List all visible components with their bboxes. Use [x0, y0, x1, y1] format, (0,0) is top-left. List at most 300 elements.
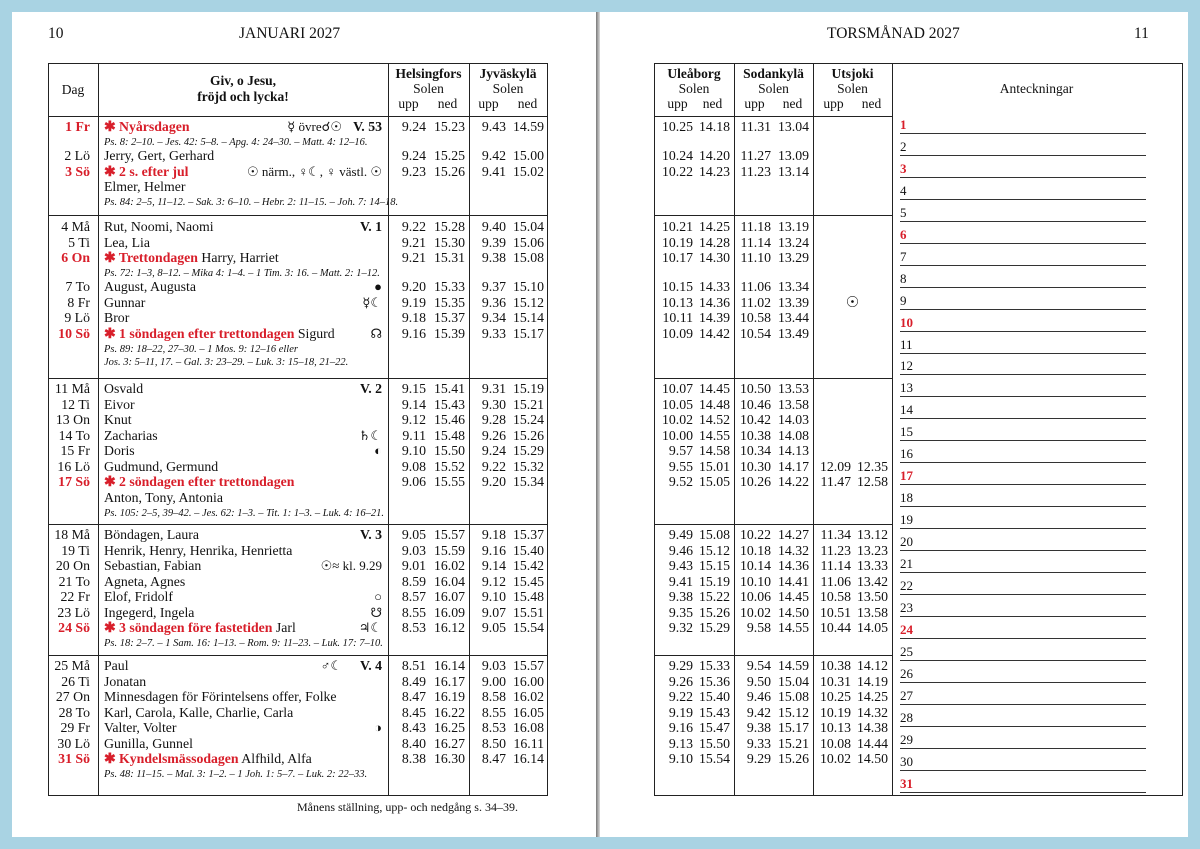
note-writing-line[interactable]: [900, 287, 1146, 288]
sunrise-uleaborg: 9.10: [668, 751, 693, 766]
sunset-uleaborg: 14.58: [698, 443, 730, 458]
names: Gunnar: [104, 294, 146, 310]
sunset-utsjoki: 14.50: [856, 751, 888, 766]
sunrise-utsjoki: 10.19: [819, 704, 851, 720]
names: Alfhild, Alfa: [238, 751, 312, 766]
sunset-uleaborg: 14.18: [698, 119, 730, 134]
day-label: 15 Fr: [60, 443, 90, 458]
sunrise-jyvaskyla: 9.38: [481, 250, 506, 265]
sunrise-helsingfors: 9.10: [401, 443, 426, 458]
name-day-names: [104, 674, 146, 690]
sunrise-uleaborg: 9.16: [668, 720, 693, 735]
sunrise-helsingfors: 9.01: [401, 558, 426, 573]
sunset-uleaborg: 14.55: [698, 427, 730, 443]
sunset-sodankyla: 13.39: [777, 294, 809, 310]
astronomy-icon: ◐: [374, 443, 382, 458]
sunset-uleaborg: 14.45: [698, 381, 730, 396]
sunrise-utsjoki: 10.13: [819, 720, 851, 735]
sunset-sodankyla: 13.29: [777, 250, 809, 265]
sunrise-uleaborg: 9.32: [668, 620, 693, 635]
note-writing-line[interactable]: [900, 462, 1146, 463]
sunset-sodankyla: 14.55: [777, 620, 809, 635]
sunrise-sodankyla: 9.42: [746, 704, 771, 720]
sunrise-utsjoki: 12.09: [819, 458, 851, 474]
sunset-helsingfors: 16.25: [433, 720, 465, 735]
note-day-number: 15: [900, 424, 913, 440]
sunrise-sodankyla: 10.14: [739, 558, 771, 573]
sunset-sodankyla: 13.53: [777, 381, 809, 396]
sunset-sodankyla: 15.08: [777, 689, 809, 704]
note-writing-line[interactable]: [900, 594, 1146, 595]
sunrise-sodankyla: 9.54: [746, 658, 771, 673]
note-writing-line[interactable]: [900, 155, 1146, 156]
name-day-names: [104, 574, 185, 590]
sunset-jyvaskyla: 15.14: [512, 310, 544, 325]
names: Jonatan: [104, 673, 147, 689]
sunset-jyvaskyla: 15.57: [512, 658, 544, 673]
name-day-names: [104, 751, 312, 767]
sunset-utsjoki: 13.50: [856, 589, 888, 604]
sunset-helsingfors: 16.27: [433, 735, 465, 751]
note-day-number: 10: [900, 314, 913, 330]
sunset-sodankyla: 14.32: [777, 542, 809, 558]
sunset-sodankyla: 15.12: [777, 704, 809, 720]
sunset-sodankyla: 14.59: [777, 658, 809, 673]
note-day-number: 13: [900, 380, 913, 396]
sunrise-sodankyla: 11.23: [740, 163, 771, 179]
names: Rut, Noomi, Naomi: [104, 219, 214, 234]
astronomy-icon: ☉ närm., ♀☾, ♀ västl. ☉: [247, 163, 382, 179]
sunset-sodankyla: 13.04: [777, 119, 809, 134]
sunset-uleaborg: 15.15: [698, 558, 730, 573]
sunset-helsingfors: 15.41: [433, 381, 465, 396]
day-label: 17 Sö: [58, 474, 90, 489]
sunrise-sodankyla: 10.34: [739, 443, 771, 458]
sunset-helsingfors: 16.22: [433, 704, 465, 720]
holiday-name: ✱ 2 söndagen efter trettondagen: [104, 474, 295, 489]
sunset-utsjoki: 14.25: [856, 689, 888, 704]
sunset-jyvaskyla: 16.02: [512, 689, 544, 704]
name-day-names: [104, 658, 129, 674]
sunrise-jyvaskyla: 8.58: [481, 689, 506, 704]
sunset-sodankyla: 14.17: [777, 458, 809, 474]
day-label: 16 Lö: [57, 458, 90, 474]
sunrise-helsingfors: 9.06: [401, 474, 426, 489]
name-day-names: [104, 279, 196, 295]
sunset-utsjoki: 14.32: [856, 704, 888, 720]
sunset-utsjoki: 13.33: [856, 558, 888, 573]
sunset-jyvaskyla: 15.51: [512, 604, 544, 620]
sunset-utsjoki: 13.23: [856, 542, 888, 558]
sunset-helsingfors: 15.48: [433, 427, 465, 443]
sunset-helsingfors: 15.35: [433, 294, 465, 310]
note-day-number: 9: [900, 292, 907, 308]
note-writing-line[interactable]: [900, 528, 1146, 529]
sunrise-sodankyla: 9.46: [746, 689, 771, 704]
sunrise-sodankyla: 10.42: [739, 412, 771, 427]
sunset-uleaborg: 15.47: [698, 720, 730, 735]
sunrise-jyvaskyla: 9.43: [481, 119, 506, 134]
upp-label: upp: [478, 96, 499, 111]
week-number: V. 53: [353, 119, 382, 134]
sunset-sodankyla: 13.24: [777, 234, 809, 250]
sunrise-jyvaskyla: 9.28: [481, 412, 506, 427]
names: Gunilla, Gunnel: [104, 735, 193, 751]
sunrise-uleaborg: 9.13: [668, 735, 693, 751]
sunset-helsingfors: 15.57: [433, 527, 465, 542]
note-writing-line[interactable]: [900, 660, 1146, 661]
note-day-number: 16: [900, 446, 913, 462]
sunrise-sodankyla: 10.22: [739, 527, 771, 542]
sunset-jyvaskyla: 15.37: [512, 527, 544, 542]
day-label: 2 Lö: [64, 148, 90, 163]
holiday-name: ✱ 2 s. efter jul: [104, 163, 189, 179]
note-writing-line[interactable]: [900, 353, 1146, 354]
sunrise-uleaborg: 9.35: [668, 604, 693, 620]
sunrise-uleaborg: 10.13: [661, 294, 693, 310]
sunset-uleaborg: 15.33: [698, 658, 730, 673]
name-day-names: [104, 543, 292, 559]
sunset-jyvaskyla: 15.45: [512, 573, 544, 589]
sunset-helsingfors: 15.39: [433, 325, 465, 341]
astronomy-icon: ○: [374, 589, 382, 604]
sunset-helsingfors: 15.55: [433, 474, 465, 489]
solen-label: Solen: [492, 81, 524, 96]
day-label: 27 On: [55, 689, 90, 704]
sunrise-jyvaskyla: 8.47: [481, 751, 506, 766]
sunrise-helsingfors: 9.23: [401, 163, 426, 179]
names: Elof, Fridolf: [104, 589, 173, 604]
sunset-helsingfors: 16.30: [433, 751, 465, 766]
sunrise-jyvaskyla: 9.34: [481, 310, 506, 325]
sunset-utsjoki: 13.58: [856, 604, 888, 620]
divider: [654, 378, 893, 379]
right-page-number: 11: [1134, 25, 1149, 42]
sunrise-jyvaskyla: 9.42: [481, 148, 506, 163]
note-writing-line[interactable]: [900, 396, 1146, 397]
note-writing-line[interactable]: [900, 221, 1146, 222]
name-day-names: [104, 310, 129, 326]
sunrise-utsjoki: 10.51: [819, 604, 851, 620]
sunrise-helsingfors: 9.18: [401, 310, 426, 325]
note-day-number: 23: [900, 599, 913, 615]
note-writing-line[interactable]: [900, 792, 1146, 793]
sunset-jyvaskyla: 16.08: [512, 720, 544, 735]
sunset-helsingfors: 16.02: [433, 558, 465, 573]
sunset-jyvaskyla: 15.04: [512, 219, 544, 234]
sunrise-utsjoki: 10.08: [819, 735, 851, 751]
names: Harry, Harriet: [197, 250, 279, 265]
sunset-uleaborg: 14.48: [698, 396, 730, 412]
note-writing-line[interactable]: [900, 418, 1146, 419]
sunrise-sodankyla: 9.58: [746, 620, 771, 635]
sunrise-jyvaskyla: 9.10: [481, 589, 506, 604]
sunrise-utsjoki: 11.06: [820, 573, 851, 589]
ned-label: ned: [437, 96, 458, 111]
sunset-sodankyla: 15.21: [777, 735, 809, 751]
sunset-jyvaskyla: 16.11: [513, 735, 544, 751]
sunrise-sodankyla: 11.02: [740, 294, 771, 310]
sunrise-helsingfors: 9.24: [401, 119, 426, 134]
sunset-uleaborg: 15.26: [698, 604, 730, 620]
sunrise-sodankyla: 11.06: [740, 279, 771, 294]
sunrise-helsingfors: 9.12: [401, 412, 426, 427]
sunrise-sodankyla: 10.38: [739, 427, 771, 443]
sunset-helsingfors: 15.26: [433, 163, 465, 179]
day-label: 13 On: [55, 412, 90, 427]
solen-label: Solen: [758, 81, 789, 96]
note-writing-line[interactable]: [900, 638, 1146, 639]
sunrise-sodankyla: 11.18: [740, 219, 771, 234]
sunrise-sodankyla: 11.10: [740, 250, 771, 265]
divider: [892, 64, 893, 795]
sunrise-sodankyla: 10.02: [739, 604, 771, 620]
sunset-uleaborg: 14.23: [698, 163, 730, 179]
sunset-sodankyla: 13.09: [777, 148, 809, 163]
sunset-helsingfors: 16.14: [433, 658, 465, 673]
names: Knut: [104, 412, 132, 427]
note-writing-line[interactable]: [900, 374, 1146, 375]
day-label: 11 Må: [54, 381, 90, 396]
name-day-names: [104, 736, 193, 752]
sunset-uleaborg: 15.05: [698, 474, 730, 489]
divider: [654, 524, 893, 525]
note-writing-line[interactable]: [900, 770, 1146, 771]
sunset-jyvaskyla: 15.02: [512, 163, 544, 179]
note-writing-line[interactable]: [900, 177, 1146, 178]
sunset-sodankyla: 13.19: [777, 219, 809, 234]
names: Minnesdagen för Förintelsens offer, Folke: [104, 689, 337, 704]
notes-header: Anteckningar: [999, 81, 1074, 96]
sunset-jyvaskyla: 15.32: [512, 458, 544, 474]
divider: [48, 524, 547, 525]
sunrise-jyvaskyla: 8.55: [481, 704, 506, 720]
sunrise-sodankyla: 10.50: [739, 381, 771, 396]
note-day-number: 2: [900, 138, 907, 154]
sunrise-utsjoki: 11.14: [820, 558, 851, 573]
midnight-sun-icon: ☉: [845, 295, 860, 311]
sunset-helsingfors: 15.23: [433, 119, 465, 134]
day-label: 1 Fr: [65, 119, 90, 134]
sunset-uleaborg: 15.12: [698, 542, 730, 558]
sunrise-jyvaskyla: 9.20: [481, 474, 506, 489]
sunset-utsjoki: 14.12: [856, 658, 888, 673]
sunset-helsingfors: 16.09: [433, 604, 465, 620]
sunset-jyvaskyla: 15.12: [512, 294, 544, 310]
holiday-name: ✱ Trettondagen: [104, 250, 198, 265]
day-label: 4 Må: [61, 219, 90, 234]
moon-footnote: Månens ställning, upp- och nedgång s. 34–39.: [297, 800, 518, 814]
note-writing-line[interactable]: [900, 309, 1146, 310]
holiday-name: ✱ 1 söndagen efter trettondagen: [104, 325, 295, 341]
note-writing-line[interactable]: [900, 440, 1146, 441]
sunset-uleaborg: 15.43: [698, 704, 730, 720]
note-writing-line[interactable]: [900, 199, 1146, 200]
sunset-uleaborg: 14.25: [698, 219, 730, 234]
note-day-number: 12: [900, 358, 913, 374]
sunrise-jyvaskyla: 8.53: [481, 720, 506, 735]
sunrise-sodankyla: 10.30: [739, 458, 771, 474]
sunset-utsjoki: 14.38: [856, 720, 888, 735]
week-number: V. 2: [360, 381, 382, 396]
sunrise-helsingfors: 8.45: [401, 704, 426, 720]
sunrise-sodankyla: 9.29: [746, 751, 771, 766]
sunrise-helsingfors: 9.19: [401, 294, 426, 310]
name-day-names: [104, 605, 194, 621]
note-day-number: 26: [900, 665, 913, 681]
note-day-number: 6: [900, 226, 907, 242]
note-writing-line[interactable]: [900, 484, 1146, 485]
sunrise-uleaborg: 10.19: [661, 234, 693, 250]
sunrise-utsjoki: 10.58: [819, 589, 851, 604]
city-jyvaskyla: Jyväskylä: [479, 66, 537, 81]
left-page-number: 10: [48, 25, 64, 42]
sunrise-jyvaskyla: 9.30: [481, 396, 506, 412]
sunrise-helsingfors: 8.47: [401, 689, 426, 704]
note-day-number: 27: [900, 687, 913, 703]
sunset-uleaborg: 15.19: [698, 573, 730, 589]
day-label: 20 On: [55, 558, 90, 573]
sunrise-jyvaskyla: 9.36: [481, 294, 506, 310]
sunrise-sodankyla: 9.50: [746, 673, 771, 689]
sunset-jyvaskyla: 16.00: [512, 673, 544, 689]
name-day-names: Anton, Tony, Antonia: [104, 489, 223, 505]
note-writing-line[interactable]: [900, 682, 1146, 683]
sunrise-utsjoki: 10.02: [819, 751, 851, 766]
sunset-sodankyla: 14.22: [777, 474, 809, 489]
divider: [388, 64, 389, 795]
note-writing-line[interactable]: [900, 704, 1146, 705]
sunrise-jyvaskyla: 9.39: [481, 234, 506, 250]
name-day-names: [104, 705, 293, 721]
sunrise-jyvaskyla: 9.40: [481, 219, 506, 234]
note-writing-line[interactable]: [900, 265, 1146, 266]
note-day-number: 18: [900, 490, 913, 506]
names: Sebastian, Fabian: [104, 558, 202, 573]
sunset-utsjoki: 14.05: [856, 620, 888, 635]
sunset-jyvaskyla: 15.06: [512, 234, 544, 250]
scripture-reading: Ps. 84: 2–5, 11–12. – Sak. 3: 6–10. – Hebr. 2: 11–15. – Joh. 7: 14–18.: [104, 197, 399, 208]
sunrise-sodankyla: 10.10: [739, 573, 771, 589]
divider: [48, 655, 547, 656]
divider: [48, 215, 547, 216]
names: Doris: [104, 443, 135, 458]
upp-label: upp: [398, 96, 419, 111]
dag-header: Dag: [61, 82, 85, 97]
sunset-uleaborg: 15.50: [698, 735, 730, 751]
day-label: 9 Lö: [64, 310, 90, 325]
divider: [48, 378, 547, 379]
note-writing-line[interactable]: [900, 506, 1146, 507]
sunrise-uleaborg: 10.22: [661, 163, 693, 179]
sunrise-sodankyla: 10.46: [739, 396, 771, 412]
sunset-sodankyla: 14.13: [777, 443, 809, 458]
divider: [654, 215, 893, 216]
sunrise-jyvaskyla: 9.41: [481, 163, 506, 179]
sunset-sodankyla: 13.34: [777, 279, 809, 294]
day-label: 29 Fr: [60, 720, 90, 735]
divider: [654, 116, 893, 117]
sunset-helsingfors: 15.28: [433, 219, 465, 234]
sunrise-jyvaskyla: 9.05: [481, 620, 506, 635]
sunrise-helsingfors: 9.21: [401, 250, 426, 265]
note-writing-line[interactable]: [900, 133, 1146, 134]
sunset-sodankyla: 15.17: [777, 720, 809, 735]
astronomy-icon: ♄☾: [358, 427, 382, 443]
day-label: 7 To: [65, 279, 90, 294]
sunrise-sodankyla: 10.06: [739, 589, 771, 604]
sunset-jyvaskyla: 15.17: [512, 325, 544, 341]
sunset-jyvaskyla: 15.21: [512, 396, 544, 412]
astronomy-icon: ♂☾: [320, 658, 342, 673]
sunset-uleaborg: 15.22: [698, 589, 730, 604]
names: Karl, Carola, Kalle, Charlie, Carla: [104, 704, 294, 720]
note-writing-line[interactable]: [900, 331, 1146, 332]
sunset-helsingfors: 15.52: [433, 458, 465, 474]
sunrise-uleaborg: 9.49: [668, 527, 693, 542]
note-writing-line[interactable]: [900, 748, 1146, 749]
note-writing-line[interactable]: [900, 550, 1146, 551]
sunrise-uleaborg: 9.19: [668, 704, 693, 720]
sunset-helsingfors: 15.31: [433, 250, 465, 265]
astronomy-icon: ☿ övre☌☉: [287, 119, 342, 134]
sunset-helsingfors: 16.07: [433, 589, 465, 604]
note-writing-line[interactable]: [900, 572, 1146, 573]
sunrise-sodankyla: 10.54: [739, 325, 771, 341]
sunrise-helsingfors: 8.38: [401, 751, 426, 766]
sunrise-jyvaskyla: 9.16: [481, 542, 506, 558]
sunrise-uleaborg: 10.07: [661, 381, 693, 396]
name-day-names: [104, 164, 189, 180]
day-label: 18 Må: [54, 527, 90, 542]
names: Eivor: [104, 396, 135, 412]
day-label: 28 To: [58, 704, 90, 720]
ned-label: ned: [517, 96, 538, 111]
note-day-number: 31: [900, 775, 913, 791]
sunset-sodankyla: 15.04: [777, 673, 809, 689]
sunrise-uleaborg: 10.15: [661, 279, 693, 294]
sunrise-utsjoki: 10.31: [819, 673, 851, 689]
sunset-helsingfors: 15.43: [433, 396, 465, 412]
solen-label: Solen: [678, 81, 710, 96]
note-writing-line[interactable]: [900, 243, 1146, 244]
sunset-uleaborg: 14.42: [698, 325, 730, 341]
sunrise-sodankyla: 10.58: [739, 310, 771, 325]
sunrise-jyvaskyla: 9.22: [481, 458, 506, 474]
motto-line1: Giv, o Jesu,: [209, 73, 276, 88]
sunset-sodankyla: 14.41: [777, 573, 809, 589]
note-writing-line[interactable]: [900, 616, 1146, 617]
day-label: 31 Sö: [58, 751, 90, 766]
day-label: 21 To: [58, 573, 90, 589]
sunrise-helsingfors: 9.15: [401, 381, 426, 396]
note-day-number: 14: [900, 402, 913, 418]
holiday-name: ✱ Kyndelsmässodagen: [104, 751, 239, 766]
sunrise-helsingfors: 9.20: [401, 279, 426, 294]
sunrise-uleaborg: 10.25: [661, 119, 693, 134]
astronomy-icon: ☿☾: [362, 294, 382, 310]
scripture-reading: Ps. 18: 2–7. – 1 Sam. 16: 1–13. – Rom. 9: 11–23. – Luk. 17: 7–10.: [104, 638, 383, 649]
holiday-name: ✱ Nyårsdagen: [104, 119, 190, 134]
sunrise-jyvaskyla: 8.50: [481, 735, 506, 751]
scripture-reading: Ps. 72: 1–3, 8–12. – Mika 4: 1–4. – 1 Tim. 3: 16. – Matt. 2: 1–12.: [104, 268, 380, 279]
divider: [654, 655, 893, 656]
names: Zacharias: [104, 427, 158, 443]
day-label: 6 On: [61, 250, 90, 265]
day-label: 14 To: [58, 427, 90, 443]
note-writing-line[interactable]: [900, 726, 1146, 727]
sunset-helsingfors: 15.50: [433, 443, 465, 458]
